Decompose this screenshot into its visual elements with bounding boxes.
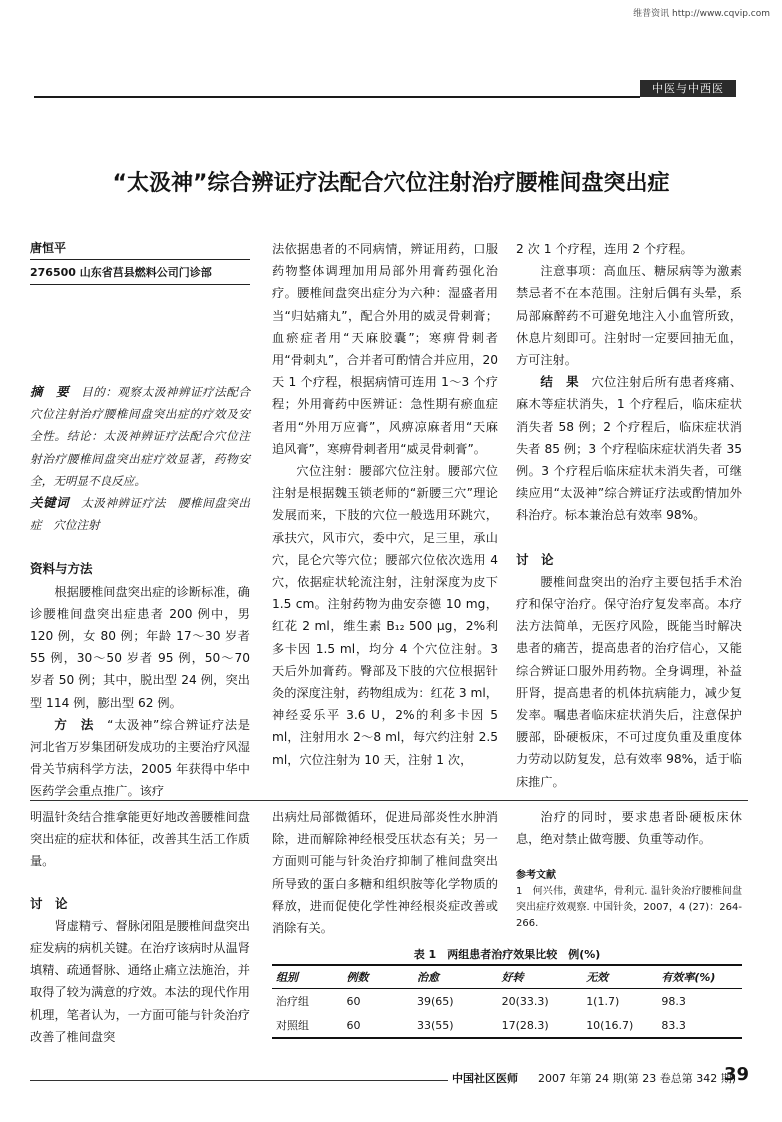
- precautions-paragraph: 注意事项：高血压、糖尿病等为激素禁忌者不在本范围。注射后偶有头晕，系局部麻醉药不可避免地注入小血管所致，休息片刻即可。注射时一定要回抽无血，方可注射。: [516, 264, 742, 368]
- affiliation: 276500 山东省莒县燃料公司门诊部: [30, 266, 212, 279]
- column-2: [272, 238, 498, 771]
- table-header-cell: 组别: [272, 965, 343, 989]
- injection-label: 穴位注射：: [296, 464, 360, 479]
- methods-text: “太汲神”综合辨证疗法是河北省万岁集团研发成功的主要治疗风湿骨关节病科学方法，2005 年获得中华中医药学会重点推广。该疗: [30, 717, 250, 799]
- table-cell: 98.3: [661, 994, 686, 1008]
- table-cell: 10(16.7): [582, 1013, 657, 1038]
- injection-text: 腰部穴位注射。腰部穴位注射是根据魏玉锁老师的“新腰三穴”理论发展而来，下肢的穴位一般选用环跳穴，承扶穴，风市穴，委中穴，足三里，承山穴，昆仑穴等穴位；腰部穴位依次选用 4 穴，依据症状轮流注射，注射深度为皮下 1.5 cm。注射药物为曲安奈德 10 mg，红花 2 ml，维生素 B₁₂ 500 μg，2%利多卡因 1.5 ml，均分 4 个穴位注射。3 天后外加膏药。臀部及下肢的穴位根据针灸的深度注射，药物组成为：红花 3 ml，神经妥乐平 3.6 U，2%的利多卡因 5 ml，注射用水 2～8 ml，每穴约注射 2.5 ml，穴位注射为 10 天，注射 1 次，: [272, 464, 498, 767]
- keywords-text: 太汲神辨证疗法 腰椎间盘突出症 穴位注射: [30, 496, 250, 533]
- table-cell: 39(65): [417, 994, 454, 1008]
- bottom-paragraph-2: 出病灶局部微循环，促进局部炎性水肿消除，进而解除神经根受压状态有关；另一方面则可能与针灸治疗抑制了椎间盘突出所导致的蛋白多糖和组织胺等化学物质的释放，进而促使化学性神经根炎症改善或消除有关。: [272, 810, 498, 936]
- discussion-heading: 讨 论: [516, 551, 554, 567]
- abstract: [30, 381, 250, 492]
- section-tag: 中医与中西医: [640, 80, 736, 97]
- page-number: 39: [724, 1064, 750, 1085]
- results-paragraph: [516, 371, 742, 526]
- affiliation-rule: [30, 284, 250, 285]
- bottom-column-3: [516, 806, 742, 932]
- materials-paragraph: 根据腰椎间盘突出症的诊断标准，确诊腰椎间盘突出症患者 200 例中，男 120 例，女 80 例；年龄 17～30 岁者 55 例，30～50 岁者 95 例，50～70 岁者 50 例；其中，脱出型 24 例，突出型 114 例，膨出型 62 例。: [30, 584, 250, 710]
- footer-issue: 2007 年第 24 期(第 23 卷总第 342 期): [538, 1072, 737, 1085]
- header-rule: [34, 96, 640, 98]
- table-cell: 17(28.3): [498, 1013, 583, 1038]
- table-cell: 33(55): [413, 1013, 498, 1038]
- article-separator: [30, 800, 748, 801]
- table-header-cell: 治愈: [413, 965, 498, 989]
- results-text: 穴位注射后所有患者疼痛、麻木等症状消失，1 个疗程后，临床症状消失者 58 例；2 个疗程后，临床症状消失者 85 例；3 个疗程临床症状消失者 35 例。3 个疗程后临床症状未消失者，可继续应用“太汲神”综合辨证疗法或酌情加外科治疗。标本兼治总有效率 98%。: [516, 375, 743, 523]
- table-row: [272, 989, 742, 1014]
- methods-label: 方 法: [54, 716, 95, 732]
- column-1: [30, 240, 250, 803]
- table-title: 表 1 两组患者治疗效果比较 例(%): [413, 948, 601, 961]
- table-row: [272, 1013, 742, 1038]
- table-header-cell: 例数: [343, 965, 414, 989]
- table-cell: 1(1.7): [586, 994, 620, 1008]
- bottom-column-1: [30, 806, 250, 1048]
- footer-journal: 中国社区医师: [452, 1072, 518, 1085]
- column-3: [516, 238, 742, 793]
- author-rule: [30, 259, 250, 260]
- footer-rule: [30, 1080, 448, 1081]
- results-label: 结 果: [540, 374, 580, 390]
- table-header-cell: 无效: [582, 965, 657, 989]
- bottom-discussion-heading: 讨 论: [30, 895, 68, 911]
- references-label: 参考文献: [516, 870, 556, 882]
- author: 唐恒平: [30, 241, 67, 255]
- keywords: [30, 492, 250, 536]
- table-cell: 60: [346, 994, 361, 1008]
- keywords-label: 关键词: [30, 495, 70, 511]
- reference-1: 1 何兴伟，黄建华，骨利元. 温针灸治疗腰椎间盘突出症疗效观察. 中国针灸，2007，4 (27)：264-266.: [516, 886, 742, 930]
- bottom-paragraph-3: 治疗的同时，要求患者卧硬板床休息，绝对禁止做弯腰、负重等动作。: [516, 810, 742, 847]
- injection-paragraph: [272, 460, 498, 771]
- bottom-discussion-paragraph: 肾虚精亏、督脉闭阻是腰椎间盘突出症发病的病机关键。在治疗该病时从温肾填精、疏通督脉、通络止痛立法施治，并取得了较为满意的疗效。本法的现代作用机理，笔者认为，一方面可能与针灸治疗改善了椎间盘突: [30, 918, 250, 1044]
- table-cell: 83.3: [657, 1013, 742, 1038]
- abstract-text: 目的：观察太汲神辨证疗法配合穴位注射治疗腰椎间盘突出症的疗效及安全性。结论：太汲神辨证疗法配合穴位注射治疗腰椎间盘突出症疗效显著，药物安全，无明显不良反应。: [30, 385, 250, 488]
- table-header-row: [272, 965, 742, 989]
- watermark: 维普资讯 http://www.cqvip.com: [633, 9, 770, 19]
- bottom-paragraph-1: 明温针灸结合推拿能更好地改善腰椎间盘突出症的症状和体征，改善其生活工作质量。: [30, 810, 250, 869]
- discussion-paragraph: 腰椎间盘突出的治疗主要包括手术治疗和保守治疗。保守治疗复发率高。本疗法方法简单，无医疗风险，既能当时解决患者的痛苦，提高患者的治疗信心，又能综合辨证口服外用药物。全身调理，补益肝肾，提高患者的机体抗病能力，减少复发率。嘱患者临床症状消失后，注意保护腰部，卧硬板床，不可过度负重及重度体力劳动以防复发，总有效率 98%，适于临床推广。: [516, 574, 742, 789]
- table-cell: 对照组: [272, 1013, 343, 1038]
- methods-paragraph: [30, 714, 250, 803]
- abstract-label: 摘 要: [30, 384, 70, 399]
- table-cell: 20(33.3): [501, 994, 549, 1008]
- results-table: [272, 964, 742, 1039]
- table-header-cell: 有效率(%): [657, 965, 742, 989]
- article-title: “太汲神”综合辨证疗法配合穴位注射治疗腰椎间盘突出症: [112, 171, 670, 196]
- bottom-column-2: [272, 806, 498, 939]
- treatment-paragraph: 法依据患者的不同病情，辨证用药，口服药物整体调理加用局部外用膏药强化治疗。腰椎间盘突出症分为六种：湿盛者用当“归姑痛丸”，配合外用的威灵骨刺膏；血瘀症者用“天麻胶囊”；寒痹骨刺者用“骨刺丸”，合并者可酌情合并应用，20 天 1 个疗程，根据病情可连用 1～3 个疗程；外用膏药中医辨证：急性期有瘀血症者用“外用万应膏”，风痹凉麻者用“天麻追风膏”，寒痹骨刺者用“威灵骨刺膏”。: [272, 242, 498, 456]
- materials-heading: 资料与方法: [30, 561, 93, 577]
- course-paragraph: 2 次 1 个疗程，连用 2 个疗程。: [516, 242, 693, 256]
- table-cell: 60: [343, 1013, 414, 1038]
- table-header-cell: 好转: [498, 965, 583, 989]
- table-cell: 治疗组: [276, 995, 309, 1008]
